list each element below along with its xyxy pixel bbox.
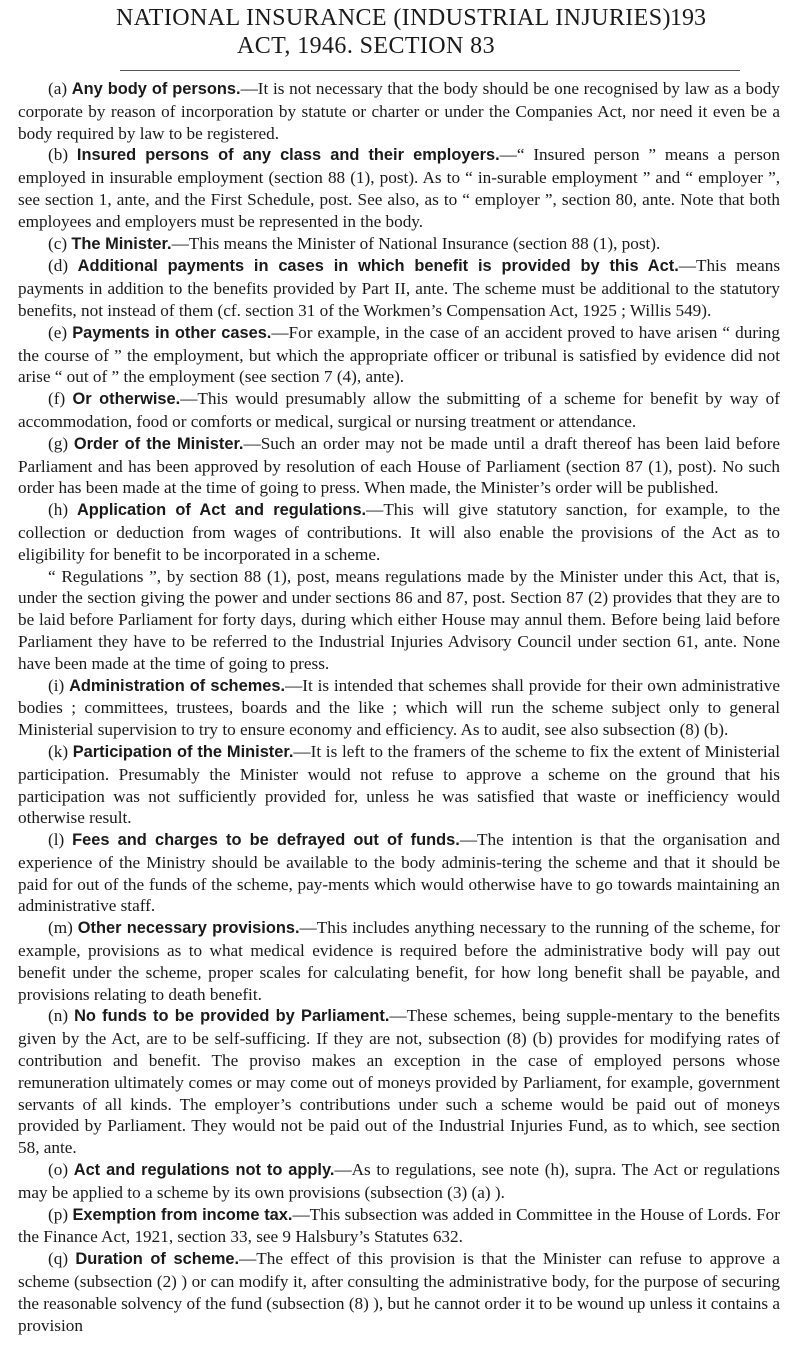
note-text: —It is intended that schemes shall provide for their own administrative bodies ; committees, trustees, boards and the like ; which will run the scheme subject only to general Ministerial supervision to try to ensure economy and efficiency. As to audit, see also subsection (8) (b). bbox=[18, 675, 781, 740]
note-text: —Such an order may not be made until a draft thereof has been laid before Parliament and has been approved by resolution of each House of Parliament (section 87 (1), post). No such order has been made at the time of going to press. When made, the Minister’s order will be published. bbox=[18, 433, 781, 498]
note-term: Exemption from income tax. bbox=[72, 1205, 293, 1224]
annotation-body bbox=[18, 78, 780, 1336]
note-text: —“ Insured person ” means a person employed in insurable employment (section 88 (1), post). As to “ in-surable employment ” and “ employer ”, see section 1, ante, and the First Schedule, post. See also, as to “ employer ”, section 80, ante. Note that both employees and employers must be represented in the body. bbox=[18, 145, 780, 231]
note-regulations bbox=[18, 566, 780, 675]
note-d bbox=[18, 255, 780, 321]
page-number: 193 bbox=[670, 5, 706, 31]
note-label: (p) bbox=[48, 1204, 69, 1224]
note-label: (q) bbox=[48, 1249, 69, 1269]
note-g bbox=[18, 433, 780, 499]
note-text: —This would presumably allow the submitting of a scheme for benefit by way of accommodation, food or comforts or medical, surgical or nursing treatment or attendance. bbox=[18, 389, 780, 431]
note-label: (e) bbox=[48, 322, 68, 342]
running-head bbox=[116, 4, 671, 60]
note-q bbox=[18, 1248, 780, 1336]
note-term: Order of the Minister. bbox=[73, 434, 244, 453]
note-label: (k) bbox=[48, 741, 69, 761]
note-term: Or otherwise. bbox=[72, 390, 181, 409]
note-text: “ Regulations ”, by section 88 (1), post, means regulations made by the Minister under this Act, that is, under the section giving the power and under sections 86 and 87, post. Section 87 (2) provides that they are to be laid before Parliament for forty days, during which either House may annul them. Before being laid before Parliament they have to be referred to the Industrial Injuries Advisory Council under section 61, ante. None have been made at the time of going to press. bbox=[18, 566, 780, 673]
note-term: Other necessary provisions. bbox=[77, 919, 300, 938]
note-n bbox=[18, 1005, 780, 1159]
note-label: (o) bbox=[48, 1160, 69, 1180]
note-label: (h) bbox=[48, 500, 69, 520]
note-text: —The effect of this provision is that the Minister can refuse to approve a scheme (subsection (2) ) or can modify it, after consulting the administrative body, for the purpose of securing the reasonable solvency of the fund (subsection (8) ), but he cannot order it to be wound up unless it contains a provision bbox=[18, 1249, 781, 1335]
note-p bbox=[18, 1204, 780, 1249]
note-term: Application of Act and regulations. bbox=[76, 501, 367, 520]
note-label: (c) bbox=[48, 233, 68, 253]
header-rule bbox=[120, 70, 740, 71]
page-header bbox=[0, 4, 800, 64]
note-term: Payments in other cases. bbox=[72, 323, 272, 342]
note-text: —As to regulations, see note (h), supra. The Act or regulations may be applied to a scheme by its own provisions (subsection (3) (a) ). bbox=[18, 1160, 780, 1202]
note-term: No funds to be provided by Parliament. bbox=[74, 1007, 390, 1026]
note-text: —This will give statutory sanction, for example, to the collection or deduction from wages of contributions. It will also enable the provisions of the Act as to eligibility for benefit to be incorporated in a scheme. bbox=[18, 500, 781, 564]
note-f bbox=[18, 388, 780, 433]
note-text: —For example, in the case of an accident proved to have arisen “ during the course of ” the employment, but which the appropriate officer or tribunal is satisfied by evidence did not arise “ out of ” the employment (see section 7 (4), ante). bbox=[18, 322, 780, 387]
note-term: Act and regulations not to apply. bbox=[73, 1161, 335, 1180]
note-term: Insured persons of any class and their employers. bbox=[76, 146, 500, 165]
note-text: —It is not necessary that the body should be one recognised by law as a body corporate by reason of incorporation by statute or charter or under the Companies Act, nor need it even be a body required by law to be registered. bbox=[18, 79, 780, 143]
note-m bbox=[18, 917, 780, 1005]
note-c bbox=[18, 233, 780, 256]
note-text: —This includes anything necessary to the running of the scheme, for example, provisions as to what medical evidence is required before the administrative body will pay out benefit under the scheme, proper scales for calculating benefit, for how long benefit shall be payable, and provisions relating to death benefit. bbox=[18, 918, 781, 1004]
note-k bbox=[18, 741, 780, 829]
running-head-line-1: NATIONAL INSURANCE (INDUSTRIAL INJURIES) bbox=[116, 5, 671, 31]
note-term: Participation of the Minister. bbox=[72, 742, 294, 761]
note-label: (l) bbox=[48, 830, 65, 850]
note-term: Any body of persons. bbox=[71, 80, 241, 98]
note-i bbox=[18, 675, 780, 741]
note-label: (n) bbox=[48, 1006, 69, 1026]
note-label: (d) bbox=[48, 256, 69, 276]
note-label: (i) bbox=[48, 675, 65, 695]
note-l bbox=[18, 829, 780, 917]
note-label: (m) bbox=[48, 918, 73, 938]
note-text: —The intention is that the organisation and experience of the Ministry should be available to the body adminis-tering the scheme and that it should be paid for out of the funds of the scheme, pay-ments which would otherwise have to go towards maintaining an administrative staff. bbox=[18, 830, 780, 916]
note-term: Fees and charges to be defrayed out of funds. bbox=[72, 831, 460, 850]
note-term: The Minister. bbox=[71, 234, 172, 253]
note-label: (a) bbox=[48, 79, 68, 98]
note-text: —It is left to the framers of the scheme to fix the extent of Ministerial participation. Presumably the Minister would not refuse to approve a scheme on the ground that his participation was not sufficiently provided for, unless he was satisfied that waste or inefficiency would otherwise result. bbox=[18, 741, 781, 828]
running-head-line-2: ACT, 1946. SECTION 83 bbox=[237, 33, 495, 59]
note-text: —This means payments in addition to the benefits provided by Part II, ante. The scheme must be additional to the statutory benefits, not instead of them (cf. section 31 of the Workmen’s Compensation Act, 1925 ; Willis 549). bbox=[18, 256, 781, 320]
note-b bbox=[18, 144, 780, 232]
note-label: (b) bbox=[48, 145, 69, 165]
note-h bbox=[18, 499, 780, 565]
note-text: —This means the Minister of National Insurance (section 88 (1), post). bbox=[171, 233, 661, 253]
note-e bbox=[18, 322, 780, 388]
note-term: Administration of schemes. bbox=[69, 676, 286, 695]
note-text: —These schemes, being supple-mentary to the benefits given by the Act, are to be self-sufficing. If they are not, subsection (8) (b) provides for modifying rates of contribution and benefit. The proviso makes an exception in the case of employed persons whose remuneration ultimately comes or may come out of moneys provided by Parliament, for example, government servants of all kinds. The employer’s contributions under such a scheme would be paid out of moneys provided by Parliament. They would not be paid out of the Industrial Injuries Fund, as to which, see section 58, ante. bbox=[18, 1006, 781, 1158]
note-term: Duration of scheme. bbox=[75, 1250, 240, 1269]
note-term: Additional payments in cases in which benefit is provided by this Act. bbox=[77, 257, 679, 276]
note-label: (g) bbox=[48, 433, 69, 453]
note-label: (f) bbox=[48, 389, 66, 409]
note-text: —This subsection was added in Committee in the House of Lords. For the Finance Act, 1921, section 33, see 9 Halsbury’s Statutes 632. bbox=[18, 1204, 780, 1247]
note-a bbox=[18, 78, 780, 144]
note-o bbox=[18, 1159, 780, 1204]
